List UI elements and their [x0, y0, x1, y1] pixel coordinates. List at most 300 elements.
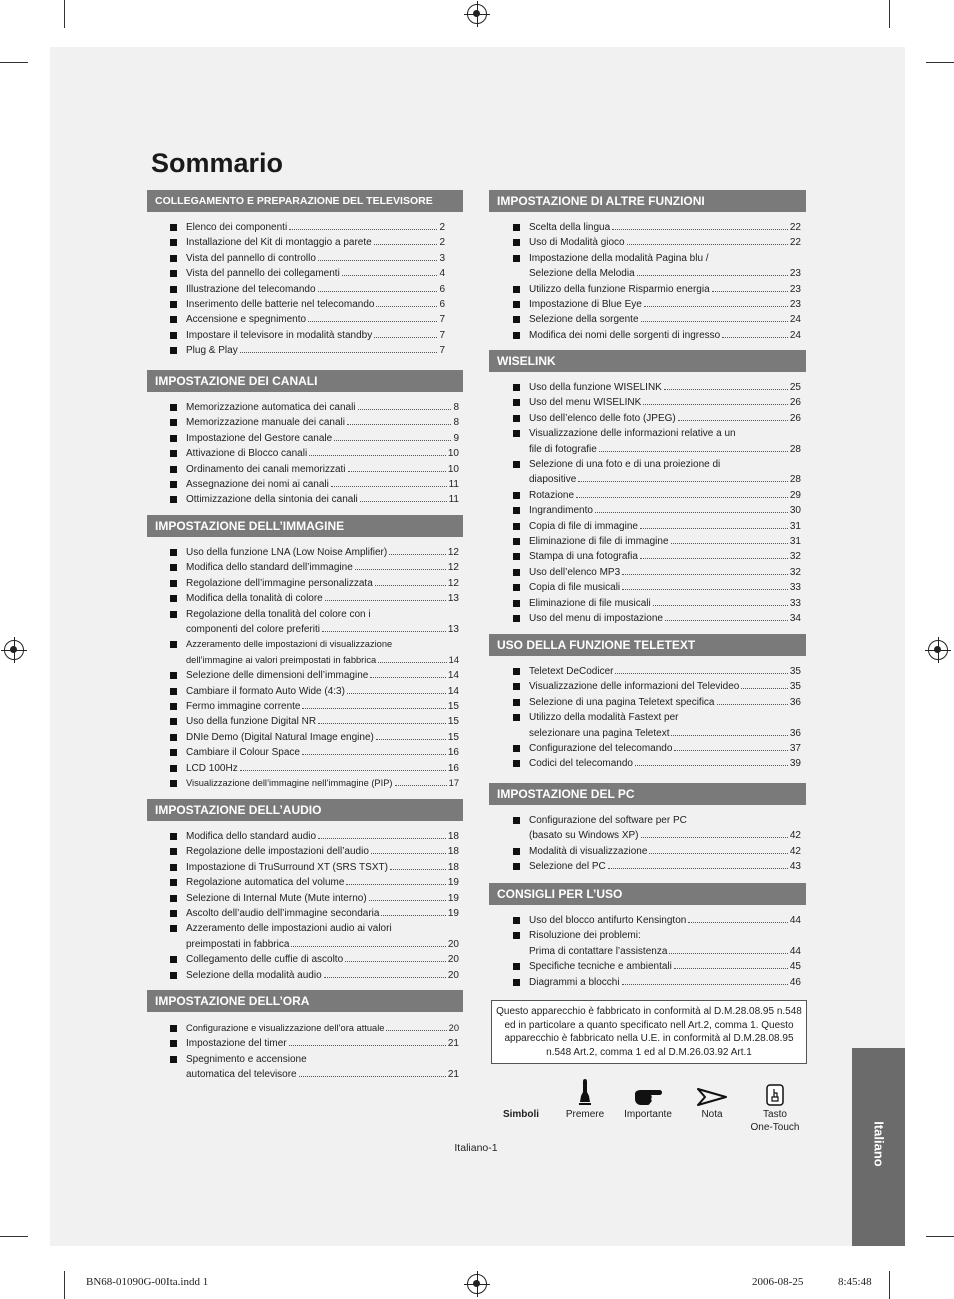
toc-entry-page: 26 — [789, 397, 801, 409]
dot-leader — [318, 260, 438, 261]
toc-entry-page: 34 — [789, 613, 801, 625]
registration-mark-icon — [928, 640, 948, 660]
dot-leader — [665, 620, 788, 621]
toc-entry-label: Ascolto dell’audio dell’immagine secondaria — [186, 908, 380, 920]
bullet-square — [170, 1025, 177, 1032]
dot-leader — [712, 291, 788, 292]
dot-leader — [649, 853, 787, 854]
toc-entry — [170, 415, 459, 430]
toc-entry-page: 12 — [447, 547, 459, 558]
toc-entry-label: Modifica dei nomi delle sorgenti di ingresso — [529, 329, 721, 341]
bullet-square — [170, 718, 177, 725]
bullet-square — [513, 384, 520, 391]
dot-leader — [348, 471, 446, 472]
finger-press-icon — [577, 1076, 593, 1106]
dot-leader — [309, 455, 446, 456]
toc-entry — [170, 477, 459, 492]
toc-entry-page: 21 — [447, 1069, 459, 1081]
toc-entry-label: Uso dell’elenco MP3 — [529, 566, 621, 578]
dot-leader — [678, 420, 788, 421]
bullet-square — [170, 419, 177, 426]
toc-entry-page: 6 — [439, 283, 445, 295]
toc-entry-page: 36 — [789, 727, 801, 739]
toc-entry — [513, 426, 801, 457]
toc-entry — [513, 395, 801, 410]
toc-entry-page: 28 — [789, 474, 801, 486]
one-touch-button-icon — [766, 1084, 784, 1106]
toc-entry-label: Stampa di una fotografia — [529, 551, 638, 563]
bullet-square — [170, 864, 177, 871]
toc-entry-label: Impostazione del Gestore canale — [186, 432, 333, 444]
toc-entry — [513, 565, 801, 580]
toc-entry-label: Selezione della sorgente — [529, 314, 639, 326]
toc-entry-first-line: Azzeramento delle impostazioni di visualizzazione — [186, 639, 393, 650]
toc-entry-page: 6 — [439, 299, 445, 311]
bullet-square — [170, 450, 177, 457]
toc-entry-label: Vista del pannello di controllo — [186, 252, 316, 264]
bullet-square — [170, 316, 177, 323]
toc-entry-label: Diagrammi a blocchi — [529, 976, 620, 988]
bullet-square — [170, 895, 177, 902]
dot-leader — [576, 497, 788, 498]
dot-leader — [595, 512, 788, 513]
dot-leader — [608, 868, 788, 869]
toc-entry — [513, 664, 801, 679]
dot-leader — [612, 229, 788, 230]
section-heading: IMPOSTAZIONE DEI CANALI — [147, 370, 463, 392]
toc-entry-label: Selezione della modalità audio — [186, 969, 322, 981]
bullet-square — [170, 347, 177, 354]
toc-entry — [513, 328, 801, 343]
bullet-square — [513, 600, 520, 607]
crop-mark — [64, 1271, 65, 1299]
bullet-square — [513, 699, 520, 706]
toc-entry — [513, 741, 801, 756]
toc-entry-page: 35 — [789, 681, 801, 693]
dot-leader — [360, 501, 447, 502]
toc-list — [170, 220, 445, 359]
toc-entry — [170, 844, 459, 859]
bullet-square — [513, 760, 520, 767]
registration-mark-icon — [467, 1274, 487, 1294]
dot-leader — [289, 1045, 446, 1046]
bullet-square — [170, 925, 177, 932]
bullet-square — [513, 817, 520, 824]
toc-entry-page: 32 — [789, 566, 801, 578]
section-heading: WISELINK — [489, 350, 806, 372]
toc-entry — [170, 312, 445, 327]
toc-entry — [170, 637, 459, 668]
toc-entry-label: Codici del telecomando — [529, 758, 633, 770]
bullet-square — [513, 863, 520, 870]
toc-section-other-functions — [489, 190, 806, 343]
bullet-square — [170, 564, 177, 571]
toc-entry-page: 19 — [447, 908, 459, 920]
bullet-square — [170, 239, 177, 246]
toc-entry — [170, 591, 459, 606]
toc-entry — [170, 446, 459, 461]
toc-entry — [170, 921, 459, 952]
toc-entry-label: Plug & Play — [186, 345, 238, 357]
dot-leader — [369, 900, 446, 901]
dot-leader — [334, 440, 451, 441]
toc-entry — [513, 282, 801, 297]
toc-entry-page: 11 — [448, 479, 459, 491]
bullet-square — [170, 848, 177, 855]
toc-entry — [170, 952, 459, 967]
bullet-square — [513, 415, 520, 422]
toc-list — [170, 400, 459, 508]
toc-entry-label: Teletext DeCodicer — [529, 666, 614, 677]
dot-leader — [635, 765, 788, 766]
toc-entry-page: 14 — [448, 654, 459, 665]
dot-leader — [355, 569, 446, 570]
toc-entry-page: 23 — [789, 283, 801, 295]
toc-entry — [170, 235, 445, 250]
crop-mark — [64, 0, 65, 28]
bullet-square — [513, 615, 520, 622]
toc-entry-first-line: Visualizzazione delle informazioni relative a un — [529, 428, 736, 440]
dot-leader — [358, 409, 452, 410]
dot-leader — [240, 770, 446, 771]
toc-list — [170, 1021, 459, 1083]
toc-entry-page: 18 — [447, 831, 459, 842]
dot-leader — [322, 631, 446, 632]
toc-entry — [170, 730, 459, 745]
section-heading: COLLEGAMENTO E PREPARAZIONE DEL TELEVISORE — [147, 190, 463, 212]
dot-leader — [741, 688, 788, 689]
dot-leader — [599, 451, 788, 452]
toc-entry-page: 42 — [789, 830, 801, 842]
toc-section-teletext — [489, 634, 806, 772]
toc-entry — [513, 959, 801, 974]
dot-leader — [640, 528, 788, 529]
toc-entry — [170, 684, 459, 699]
toc-entry-page: 33 — [789, 597, 801, 609]
toc-entry-label: Scelta della lingua — [529, 222, 611, 233]
dot-leader — [390, 869, 446, 870]
toc-entry — [513, 312, 801, 327]
toc-entry-label: Impostazione di Blue Eye — [529, 299, 642, 311]
toc-entry-label: Selezione di una pagina Teletext specifica — [529, 696, 715, 708]
toc-entry-label: Impostazione di TruSurround XT (SRS TSXT) — [186, 861, 388, 873]
bullet-square — [513, 316, 520, 323]
bullet-square — [513, 848, 520, 855]
dot-leader — [331, 486, 447, 487]
bullet-square — [170, 734, 177, 741]
toc-entry-label: Modifica dello standard audio — [186, 831, 317, 842]
bullet-square — [170, 332, 177, 339]
toc-entry — [170, 875, 459, 890]
arrow-note-icon — [697, 1088, 727, 1106]
toc-entry-label: Uso della funzione LNA (Low Noise Amplifier) — [186, 547, 388, 558]
crop-mark — [926, 62, 954, 63]
toc-entry — [170, 251, 445, 266]
toc-entry-page: 4 — [439, 268, 445, 280]
toc-entry-label: Fermo immagine corrente — [186, 701, 301, 713]
symbol-press: Premere — [559, 1068, 611, 1121]
toc-list — [170, 545, 459, 792]
toc-entry-page: 18 — [447, 861, 459, 873]
bullet-square — [513, 301, 520, 308]
toc-entry — [170, 1052, 459, 1083]
section-heading: USO DELLA FUNZIONE TELETEXT — [489, 634, 806, 656]
toc-entry-page: 8 — [453, 402, 459, 413]
dot-leader — [674, 750, 787, 751]
bullet-square — [170, 286, 177, 293]
page-number: Italiano-1 — [454, 1142, 498, 1154]
dot-leader — [302, 708, 445, 709]
toc-entry — [513, 813, 801, 844]
bullet-square — [170, 270, 177, 277]
dot-leader — [318, 838, 446, 839]
toc-entry-page: 13 — [447, 624, 459, 636]
dot-leader — [671, 735, 787, 736]
toc-entry-page: 17 — [448, 778, 459, 789]
toc-entry-label: LCD 100Hz — [186, 762, 238, 774]
bullet-square — [513, 399, 520, 406]
toc-section-wiselink — [489, 350, 806, 627]
toc-entry — [513, 859, 801, 874]
toc-entry-page: 23 — [789, 299, 801, 311]
toc-entry-label: (basato su Windows XP) — [529, 830, 639, 842]
toc-entry-page: 21 — [447, 1038, 459, 1050]
dot-leader — [318, 291, 438, 292]
toc-entry — [170, 328, 445, 343]
pointing-hand-icon — [633, 1086, 663, 1106]
toc-entry-label: Selezione della Melodia — [529, 268, 635, 280]
dot-leader — [688, 922, 788, 923]
toc-entry-page: 20 — [447, 954, 459, 966]
bullet-square — [170, 466, 177, 473]
bullet-square — [513, 683, 520, 690]
toc-entry-label: Accensione e spegnimento — [186, 314, 307, 326]
bullet-square — [170, 956, 177, 963]
toc-section-tips — [489, 883, 806, 990]
toc-entry — [170, 343, 445, 358]
toc-entry-page: 7 — [439, 329, 445, 341]
bullet-square — [513, 461, 520, 468]
dot-leader — [374, 244, 438, 245]
toc-entry-label: Cambiare il formato Auto Wide (4:3) — [186, 685, 345, 697]
dot-leader — [643, 404, 788, 405]
toc-entry — [170, 1036, 459, 1051]
toc-entry — [513, 596, 801, 611]
page-title: Sommario — [151, 148, 284, 178]
section-heading: IMPOSTAZIONE DEL PC — [489, 783, 806, 805]
dot-leader — [370, 677, 446, 678]
toc-entry-page: 12 — [447, 562, 459, 574]
dot-leader — [644, 306, 788, 307]
toc-entry-page: 23 — [789, 268, 801, 280]
section-heading: IMPOSTAZIONE DELL’ORA — [147, 990, 463, 1012]
dot-leader — [389, 554, 446, 555]
symbol-important: Importante — [617, 1068, 679, 1121]
toc-entry-label: Regolazione delle impostazioni dell’audio — [186, 846, 369, 858]
toc-entry-page: 3 — [439, 252, 445, 264]
symbols-legend — [495, 1068, 810, 1148]
toc-entry-label: Impostare il televisore in modalità standby — [186, 329, 373, 341]
toc-list — [513, 913, 801, 990]
toc-entry — [170, 431, 459, 446]
toc-section-setup — [147, 190, 463, 359]
toc-entry-label: Modifica della tonalità di colore — [186, 593, 323, 605]
toc-entry-label: Memorizzazione automatica dei canali — [186, 402, 356, 413]
toc-entry — [513, 611, 801, 626]
toc-entry — [170, 745, 459, 760]
dot-leader — [395, 785, 447, 786]
toc-entry — [513, 580, 801, 595]
bullet-square — [170, 641, 177, 648]
bullet-square — [170, 879, 177, 886]
footer-date: 2006-08-25 — [752, 1276, 804, 1288]
toc-entry — [513, 457, 801, 488]
toc-entry — [513, 756, 801, 771]
toc-entry-label: Attivazione di Blocco canali — [186, 448, 308, 460]
toc-entry — [170, 1021, 459, 1036]
toc-entry — [170, 968, 459, 983]
toc-entry-label: Uso del blocco antifurto Kensington — [529, 915, 687, 926]
bullet-square — [170, 765, 177, 772]
toc-entry-label: Uso di Modalità gioco — [529, 237, 625, 249]
dot-leader — [376, 739, 446, 740]
toc-entry-page: 44 — [789, 915, 801, 926]
bullet-square — [513, 932, 520, 939]
toc-entry-label: componenti del colore preferiti — [186, 624, 320, 636]
toc-entry — [170, 776, 459, 791]
dot-leader — [622, 589, 788, 590]
toc-entry-page: 24 — [789, 329, 801, 341]
dot-leader — [325, 600, 446, 601]
toc-entry-label: Impostazione del timer — [186, 1038, 287, 1050]
bullet-square — [513, 492, 520, 499]
language-tab-label: Italiano — [871, 1121, 886, 1167]
bullet-square — [170, 255, 177, 262]
toc-entry-label: Copia di file di immagine — [529, 520, 638, 532]
bullet-square — [170, 688, 177, 695]
dot-leader — [308, 321, 437, 322]
toc-entry-label: Copia di file musicali — [529, 582, 621, 594]
toc-entry — [170, 607, 459, 638]
bullet-square — [170, 224, 177, 231]
toc-entry-label: Ottimizzazione della sintonia dei canali — [186, 494, 358, 506]
toc-entry — [170, 400, 459, 415]
dot-leader — [346, 884, 445, 885]
toc-entry-first-line: Configurazione del software per PC — [529, 815, 687, 826]
crop-mark — [889, 0, 890, 28]
registration-mark-icon — [467, 4, 487, 24]
symbols-title: Simboli — [502, 1109, 540, 1120]
bullet-square — [170, 496, 177, 503]
dot-leader — [347, 693, 446, 694]
toc-entry-first-line: Risoluzione dei problemi: — [529, 930, 641, 942]
bullet-square — [170, 611, 177, 618]
dot-leader — [375, 585, 446, 586]
toc-entry — [170, 545, 459, 560]
toc-entry — [170, 462, 459, 477]
toc-entry-label: Modifica dello standard dell’immagine — [186, 562, 353, 574]
toc-entry-label: Utilizzo della funzione Risparmio energia — [529, 283, 710, 295]
toc-entry-page: 13 — [447, 593, 459, 605]
toc-entry-label: Uso del menu WISELINK — [529, 397, 642, 409]
toc-entry-page: 31 — [789, 520, 801, 532]
toc-entry — [170, 282, 445, 297]
toc-entry-page: 44 — [789, 945, 801, 957]
toc-entry-label: Prima di contattare l’assistenza — [529, 945, 668, 957]
dot-leader — [299, 1076, 446, 1077]
toc-entry-page: 11 — [448, 494, 459, 506]
dot-leader — [318, 723, 446, 724]
bullet-square — [513, 963, 520, 970]
toc-entry-label: dell’immagine ai valori preimpostati in fabbrica — [186, 654, 377, 665]
toc-entry-label: Visualizzazione dell’immagine nell’immagine (PIP) — [186, 778, 393, 789]
toc-entry — [513, 220, 801, 235]
toc-entry-label: preimpostati in fabbrica — [186, 938, 290, 950]
toc-entry-page: 25 — [789, 382, 801, 393]
dot-leader — [669, 953, 787, 954]
toc-entry-label: diapositive — [529, 474, 577, 486]
bullet-square — [513, 584, 520, 591]
dot-leader — [378, 662, 447, 663]
toc-entry-label: Eliminazione di file musicali — [529, 597, 651, 609]
toc-entry-label: Selezione delle dimensioni dell’immagine — [186, 670, 369, 682]
dot-leader — [371, 853, 446, 854]
toc-list — [513, 220, 801, 343]
toc-entry-page: 15 — [447, 716, 459, 728]
bullet-square — [170, 481, 177, 488]
toc-entry — [513, 913, 801, 928]
toc-list — [513, 664, 801, 772]
dot-leader — [381, 915, 445, 916]
symbol-one-touch: Tasto One-Touch — [745, 1068, 805, 1134]
toc-entry-label: selezionare una pagina Teletext — [529, 727, 670, 739]
bullet-square — [513, 668, 520, 675]
bullet-square — [513, 979, 520, 986]
dot-leader — [342, 275, 438, 276]
bullet-square — [513, 255, 520, 262]
toc-entry-first-line: Regolazione della tonalità del colore con i — [186, 608, 371, 620]
toc-entry-first-line: Impostazione della modalità Pagina blu / — [529, 252, 709, 264]
bullet-square — [170, 404, 177, 411]
crop-mark — [0, 1236, 28, 1237]
bullet-square — [170, 595, 177, 602]
toc-list — [513, 380, 801, 627]
toc-section-channels — [147, 370, 463, 508]
toc-entry-label: DNIe Demo (Digital Natural Image engine) — [186, 731, 374, 743]
bullet-square — [513, 553, 520, 560]
one-touch-caption-line2: One-Touch — [750, 1122, 800, 1133]
symbol-note: Nota — [689, 1068, 735, 1121]
toc-entry-page: 22 — [789, 237, 801, 249]
crop-mark — [926, 1236, 954, 1237]
toc-entry — [170, 699, 459, 714]
bullet-square — [513, 224, 520, 231]
toc-entry — [513, 251, 801, 282]
bullet-square — [170, 435, 177, 442]
bullet-square — [170, 1056, 177, 1063]
dot-leader — [664, 389, 788, 390]
dot-leader — [386, 1030, 446, 1031]
toc-entry-label: Elenco dei componenti — [186, 222, 288, 233]
toc-entry-label: Specifiche tecniche e ambientali — [529, 961, 672, 973]
toc-entry-label: Vista del pannello dei collegamenti — [186, 268, 340, 280]
toc-entry — [513, 503, 801, 518]
toc-entry-label: Eliminazione di file di immagine — [529, 536, 669, 548]
toc-entry — [513, 928, 801, 959]
toc-entry-label: Uso della funzione WISELINK — [529, 382, 662, 393]
toc-section-audio — [147, 799, 463, 983]
toc-entry — [513, 519, 801, 534]
